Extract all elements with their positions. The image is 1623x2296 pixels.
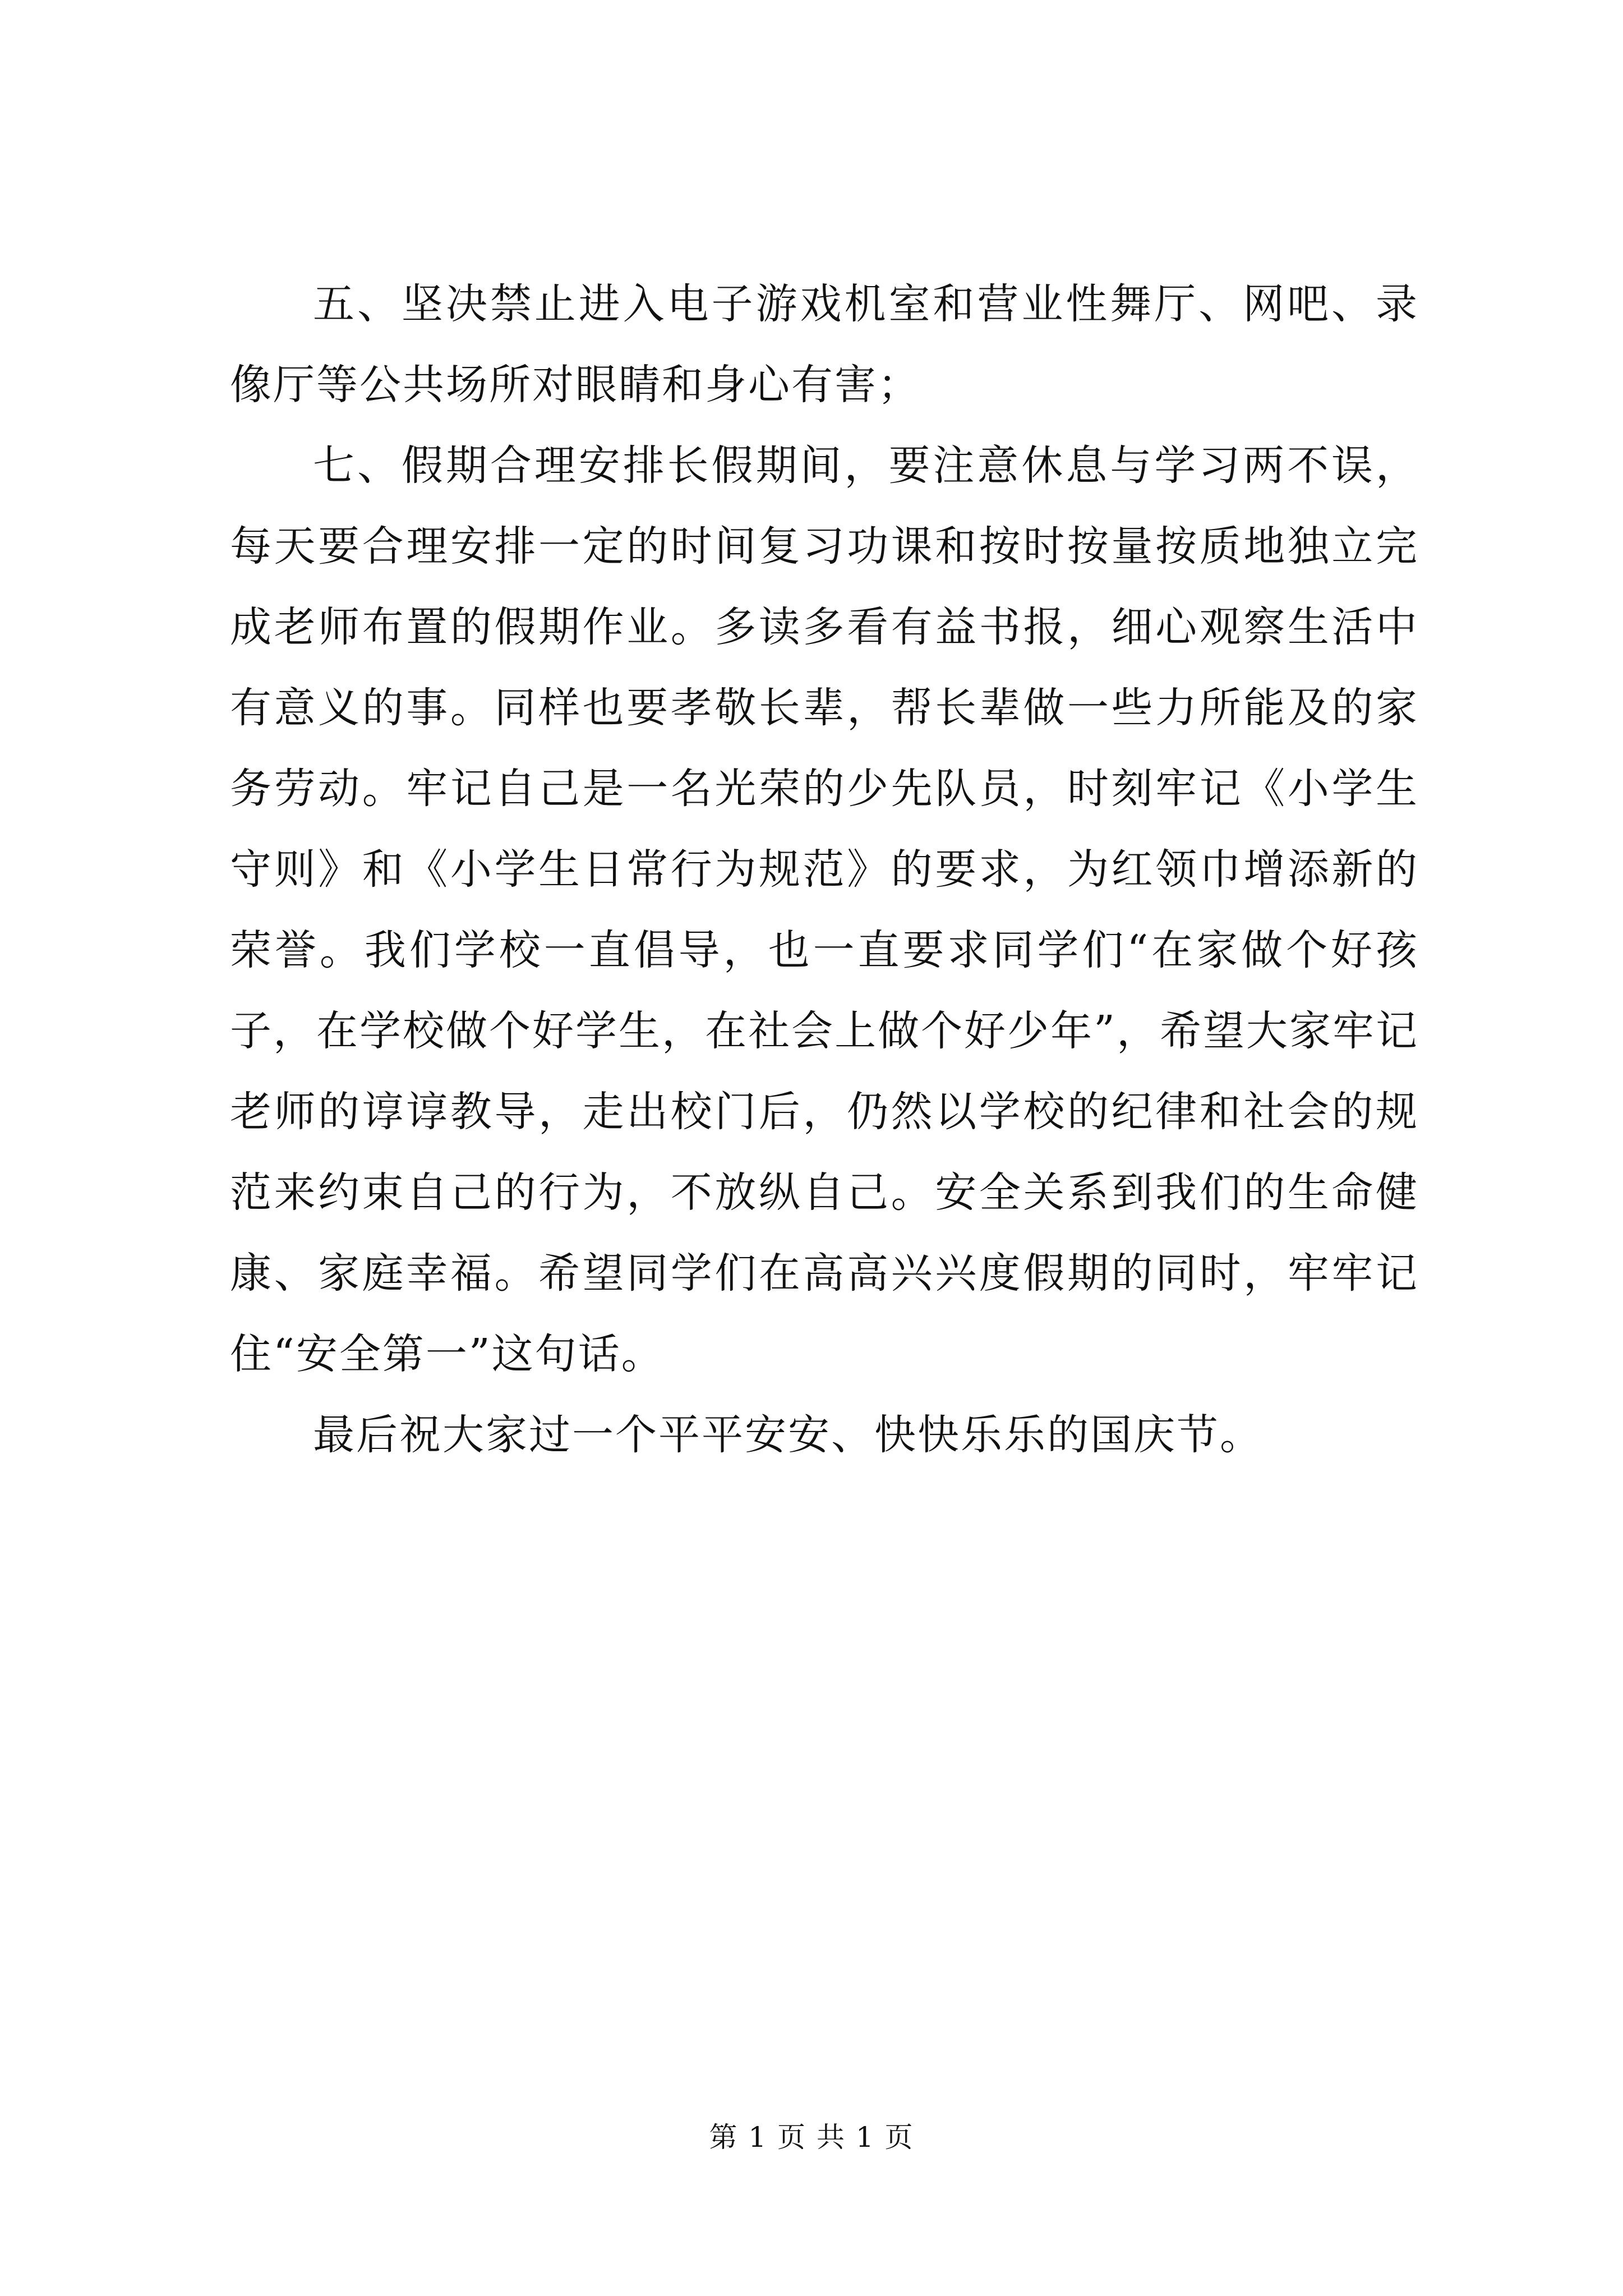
paragraph-item-7: 七、假期合理安排长假期间，要注意休息与学习两不误，每天要合理安排一定的时间复习功课和按时按量按质地独立完成老师布置的假期作业。多读多看有益书报，细心观察生活中有意义的事。同样也要孝敬长辈，帮长辈做一些力所能及的家务劳动。牢记自己是一名光荣的少先队员，时刻牢记《小学生守则》和《小学生日常行为规范》的要求，为红领巾增添新的荣誉。我们学校一直倡导，也一直要求同学们“在家做个好孩子，在学校做个好学生，在社会上做个好少年”，希望大家牢记老师的谆谆教导，走出校门后，仍然以学校的纪律和社会的规范来约束自己的行为，不放纵自己。安全关系到我们的生命健康、家庭幸福。希望同学们在高高兴兴度假期的同时，牢牢记住“安全第一”这句话。 <box>230 441 1419 1378</box>
paragraph-closing: 最后祝大家过一个平平安安、快快乐乐的国庆节。 <box>313 1411 1263 1459</box>
page-footer: 第 1 页 共 1 页 <box>709 2121 914 2154</box>
paragraph-item-5: 五、坚决禁止进入电子游戏机室和营业性舞厅、网吧、录像厅等公共场所对眼睛和身心有害； <box>230 280 1419 409</box>
document-body <box>230 264 1419 1475</box>
